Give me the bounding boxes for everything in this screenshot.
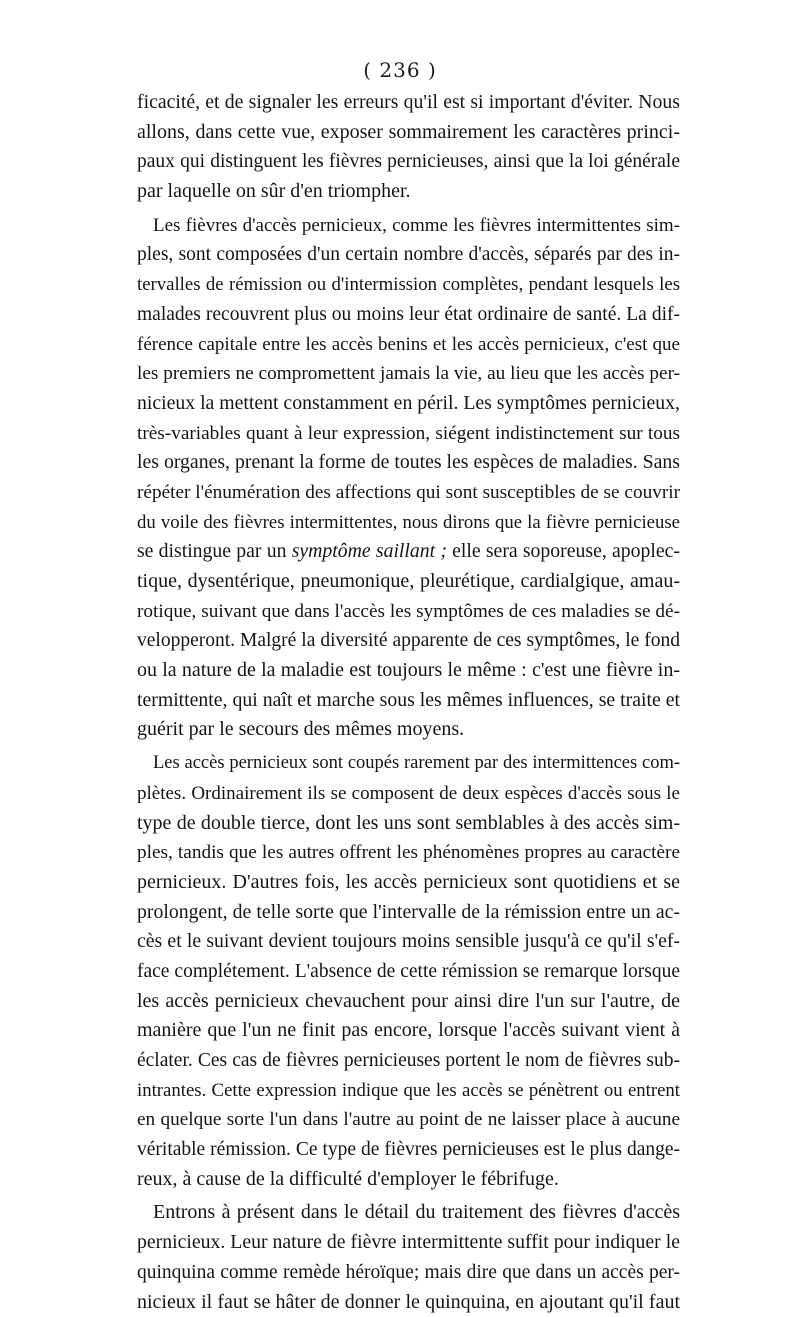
text-line: rotique, suivant que dans l'accès les symptômes de ces maladies se dé-: [137, 597, 680, 627]
text-line: velopperont. Malgré la diversité apparente de ces symptômes, le fond: [137, 626, 680, 656]
text-line: allons, dans cette vue, exposer sommairement les caractères princi-: [137, 118, 680, 148]
text-line: férence capitale entre les accès benins et les accès pernicieux, c'est que: [137, 330, 680, 360]
text-line: les accès pernicieux chevauchent pour ainsi dire l'un sur l'autre, de: [137, 987, 680, 1017]
text-line: tervalles de rémission ou d'intermission complètes, pendant lesquels les: [137, 270, 680, 300]
text-line: les premiers ne compromettent jamais la vie, au lieu que les accès per-: [137, 359, 680, 389]
text-line: face complétement. L'absence de cette rémission se remarque lorsque: [137, 957, 680, 987]
text-line: plètes. Ordinairement ils se composent de deux espèces d'accès sous le: [137, 779, 680, 809]
text-segment: elle sera soporeuse, apoplec-: [447, 540, 680, 562]
text-line: reux, à cause de la difficulté d'employer le fébrifuge.: [137, 1165, 680, 1195]
text-line: quinquina comme remède héroïque; mais dire que dans un accès per-: [137, 1258, 680, 1288]
text-line: nicieux la mettent constamment en péril. Les symptômes pernicieux,: [137, 389, 680, 419]
text-line: éclater. Ces cas de fièvres pernicieuses portent le nom de fièvres sub-: [137, 1046, 680, 1076]
text-line: les organes, prenant la forme de toutes les espèces de maladies. Sans: [137, 448, 680, 478]
text-line: intrantes. Cette expression indique que les accès se pénètrent ou entrent: [137, 1076, 680, 1106]
text-line: pernicieux. D'autres fois, les accès pernicieux sont quotidiens et se: [137, 868, 680, 898]
text-line: termittente, qui naît et marche sous les mêmes influences, se traite et: [137, 686, 680, 716]
text-line: type de double tierce, dont les uns sont semblables à des accès sim-: [137, 809, 680, 839]
text-line: véritable rémission. Ce type de fièvres pernicieuses est le plus dange-: [137, 1135, 680, 1165]
text-line: ples, tandis que les autres offrent les phénomènes propres au caractère: [137, 838, 680, 868]
italic-phrase: symptôme saillant ;: [292, 540, 447, 562]
text-line: Les fièvres d'accès pernicieux, comme les fièvres intermittentes sim-: [137, 211, 680, 241]
text-line: ou la nature de la maladie est toujours le même : c'est une fièvre in-: [137, 656, 680, 686]
text-segment: se distingue par un: [137, 540, 292, 562]
page-number: ( 236 ): [0, 58, 800, 82]
text-line: Entrons à présent dans le détail du traitement des fièvres d'accès: [137, 1198, 680, 1228]
text-line: manière que l'un ne finit pas encore, lorsque l'accès suivant vient à: [137, 1016, 680, 1046]
text-line: en quelque sorte l'un dans l'autre au point de ne laisser place à aucune: [137, 1105, 680, 1135]
text-line: répéter l'énumération des affections qui sont susceptibles de se couvrir: [137, 478, 680, 508]
text-line: par laquelle on sûr d'en triompher.: [137, 177, 680, 207]
text-line: nicieux il faut se hâter de donner le quinquina, en ajoutant qu'il faut: [137, 1288, 680, 1317]
text-line: ples, sont composées d'un certain nombre d'accès, séparés par des in-: [137, 240, 680, 270]
text-line: très-variables quant à leur expression, siégent indistinctement sur tous: [137, 419, 680, 449]
text-line-with-italic: [137, 537, 680, 567]
text-line: guérit par le secours des mêmes moyens.: [137, 715, 680, 745]
text-line: prolongent, de telle sorte que l'intervalle de la rémission entre un ac-: [137, 898, 680, 928]
text-line: Les accès pernicieux sont coupés rarement par des intermittences com-: [137, 749, 680, 779]
text-line: du voile des fièvres intermittentes, nous dirons que la fièvre pernicieuse: [137, 508, 680, 538]
text-line: tique, dysentérique, pneumonique, pleurétique, cardialgique, amau-: [137, 567, 680, 597]
text-line: malades recouvrent plus ou moins leur état ordinaire de santé. La dif-: [137, 300, 680, 330]
text-line: pernicieux. Leur nature de fièvre intermittente suffit pour indiquer le: [137, 1228, 680, 1258]
text-line: paux qui distinguent les fièvres pernicieuses, ainsi que la loi générale: [137, 147, 680, 177]
body-text: [137, 88, 680, 1317]
text-line: ficacité, et de signaler les erreurs qu'il est si important d'éviter. Nous: [137, 88, 680, 118]
text-line: cès et le suivant devient toujours moins sensible jusqu'à ce qu'il s'ef-: [137, 927, 680, 957]
